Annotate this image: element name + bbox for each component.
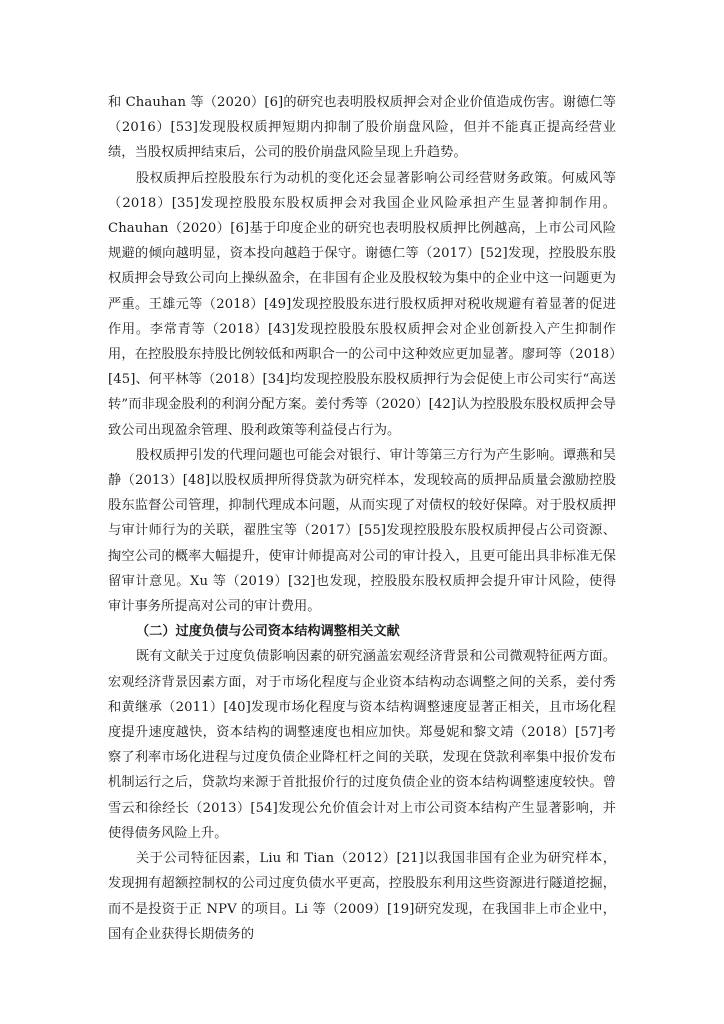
paragraph-5: 关于公司特征因素，Liu 和 Tian（2012）[21]以我国非国有企业为研究样本，发现拥有超额控制权的公司过度负债水平更高，控股股东利用这些资源进行隧道挖掘，而不是投资于正 NPV 的项目。Li 等（2009）[19]研究发现，在我国非上市企业中，国有企业获得长期债务的 [108, 851, 616, 942]
paragraph-1: 和 Chauhan 等（2020）[6]的研究也表明股权质押会对企业价值造成伤害。谢德仁等（2016）[53]发现股权质押短期内抑制了股价崩盘风险，但并不能真正提高经营业绩，当股权质押结束后，公司的股价崩盘风险呈现上升趋势。 [108, 95, 616, 161]
paragraph-2: 股权质押后控股股东行为动机的变化还会显著影响公司经营财务政策。何威风等（2018）[35]发现控股股东股权质押会对我国企业风险承担产生显著抑制作用。Chauhan（2020）[6]基于印度企业的研究也表明股权质押比例越高，上市公司风险规避的倾向越明显，资本投向越趋于保守。谢德仁等（2017）[52]发现，控股股东股权质押会导致公司向上操纵盈余，在非国有企业及股权较为集中的企业中这一问题更为严重。王雄元等（2018）[49]发现控股股东进行股权质押对税收规避有着显著的促进作用。李常青等（2018）[43]发现控股股东股权质押会对企业创新投入产生抑制作用，在控股股东持股比例较低和两职合一的公司中这种效应更加显著。廖珂等（2018）[45]、何平林等（2018）[34]均发现控股股东股权质押行为会促使上市公司实行“高送转”而非现金股利的利润分配方案。姜付秀等（2020）[42]认为控股股东股权质押会导致公司出现盈余管理、股利政策等利益侵占行为。 [108, 170, 616, 438]
section-heading: （二）过度负债与公司资本结构调整相关文献 [136, 624, 400, 640]
paragraph-4: 既有文献关于过度负债影响因素的研究涵盖宏观经济背景和公司微观特征两方面。宏观经济背景因素方面，对于市场化程度与企业资本结构动态调整之间的关系，姜付秀和黄继承（2011）[40]发现市场化程度与资本结构调整速度显著正相关，且市场化程度提升速度越快，资本结构的调整速度也相应加快。郑曼妮和黎文靖（2018）[57]考察了利率市场化进程与过度负债企业降杠杆之间的关联，发现在贷款利率集中报价发布机制运行之后，贷款均来源于首批报价行的过度负债企业的资本结构调整速度较快。曾雪云和徐经长（2013）[54]发现公允价值会计对上市公司资本结构产生显著影响，并使得债务风险上升。 [108, 649, 616, 841]
document-page [108, 90, 616, 947]
paragraph-3: 股权质押引发的代理问题也可能会对银行、审计等第三方行为产生影响。谭燕和吴静（2013）[48]以股权质押所得贷款为研究样本，发现较高的质押品质量会激励控股股东监督公司管理，抑制代理成本问题，从而实现了对债权的较好保障。对于股权质押与审计师行为的关联，翟胜宝等（2017）[55]发现控股股东股权质押侵占公司资源、掏空公司的概率大幅提升，使审计师提高对公司的审计投入，且更可能出具非标准无保留审计意见。Xu 等（2019）[32]也发现，控股股东股权质押会提升审计风险，使得审计事务所提高对公司的审计费用。 [108, 447, 616, 615]
